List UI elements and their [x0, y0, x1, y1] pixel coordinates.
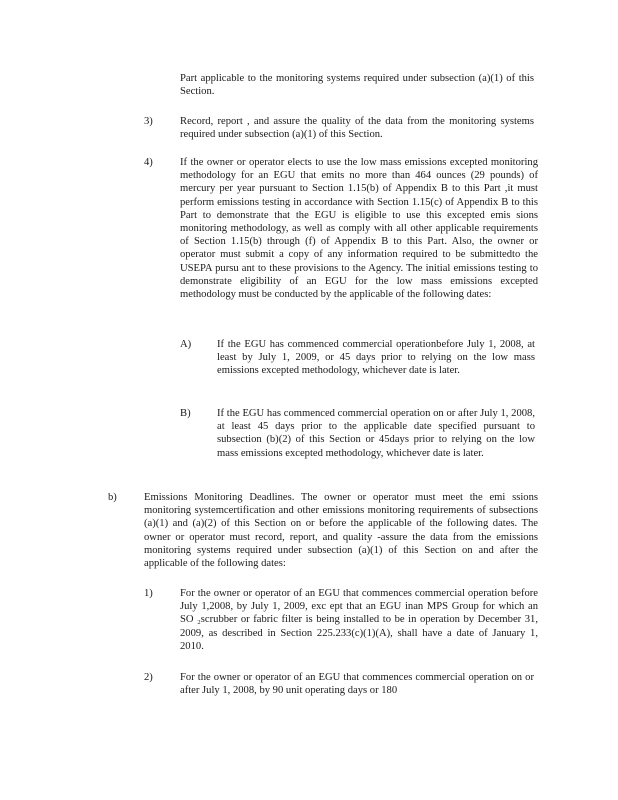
- section-label: b): [108, 492, 117, 503]
- continuation-paragraph: [180, 72, 534, 98]
- paragraph-text: Part applicable to the monitoring systems required under subsection (a)(1) of this Section.: [180, 73, 534, 98]
- item-label: 4): [144, 157, 153, 168]
- item-text: [217, 407, 535, 460]
- paragraph-text: Emissions Monitoring Deadlines. The owner or operator must meet the emi ssions monitoring systemcertification and other emissions monitoring requirements of subsections (a)(1) and (a)(2) of this Section on or before the applicable of the following dates. The owner or operator must record, report, and quality -assure the data from the emissions monitoring systems required under subsection (a)(1) of this Section on and after the applicable of the following dates:: [144, 492, 538, 570]
- item-label: A): [180, 339, 192, 350]
- item-label: B): [180, 408, 191, 419]
- item-text: [180, 587, 538, 653]
- item-label: 1): [144, 588, 153, 599]
- item-text: [217, 338, 535, 378]
- item-label: 3): [144, 116, 153, 127]
- paragraph-text: For the owner or operator of an EGU that commences commercial operation on or after July 1, 2008, by 90 unit operating days or 180: [180, 672, 534, 697]
- paragraph-text: Record, report , and assure the quality of the data from the monitoring systems required under subsection (a)(1) of this Section.: [180, 116, 534, 141]
- section-text: [144, 491, 538, 570]
- paragraph-text: If the EGU has commenced commercial operationbefore July 1, 2008, at least by July 1, 2009, or 45 days prior to relying on the low mass emissions excepted methodology, whichever date is later.: [217, 339, 535, 377]
- paragraph-text: For the owner or operator of an EGU that commences commercial operation before July 1,2008, by July 1, 2009, exc ept that an EGU inan MPS Group for which an SO ₂scrubber or fabric filter is being installed to be in operation by December 31, 2009, as described in Section 225.233(c)(1)(A), shall have a date of January 1, 2010.: [180, 588, 538, 652]
- item-text: [180, 115, 534, 141]
- item-label: 2): [144, 672, 153, 683]
- item-text: [180, 156, 538, 301]
- item-text: [180, 671, 534, 697]
- paragraph-text: If the owner or operator elects to use the low mass emissions excepted monitoring methodology for an EGU that emits no more than 464 ounces (29 pounds) of mercury per year pursuant to Section 1.15(b) of Appendix B to this Part ,it must perform emissions testing in accordance with Section 1.15(c) of Appendix B to this Part to demonstrate that the EGU is eligible to use this excepted emis sions monitoring methodology, as well as comply with all other applicable requirements of Section 1.15(b) through (f) of Appendix B to this Part. Also, the owner or operator must submit a copy of any information required to be submittedto the USEPA pursu ant to these provisions to the Agency. The initial emissions testing to demonstrate eligibility of an EGU for the low mass emissions excepted methodology must be conducted by the applicable of the following dates:: [180, 157, 538, 301]
- paragraph-text: If the EGU has commenced commercial operation on or after July 1, 2008, at least 45 days prior to the applicable date specified pursuant to subsection (b)(2) of this Section or 45days prior to relying on the low mass emissions excepted methodology, whichever date is later.: [217, 408, 535, 459]
